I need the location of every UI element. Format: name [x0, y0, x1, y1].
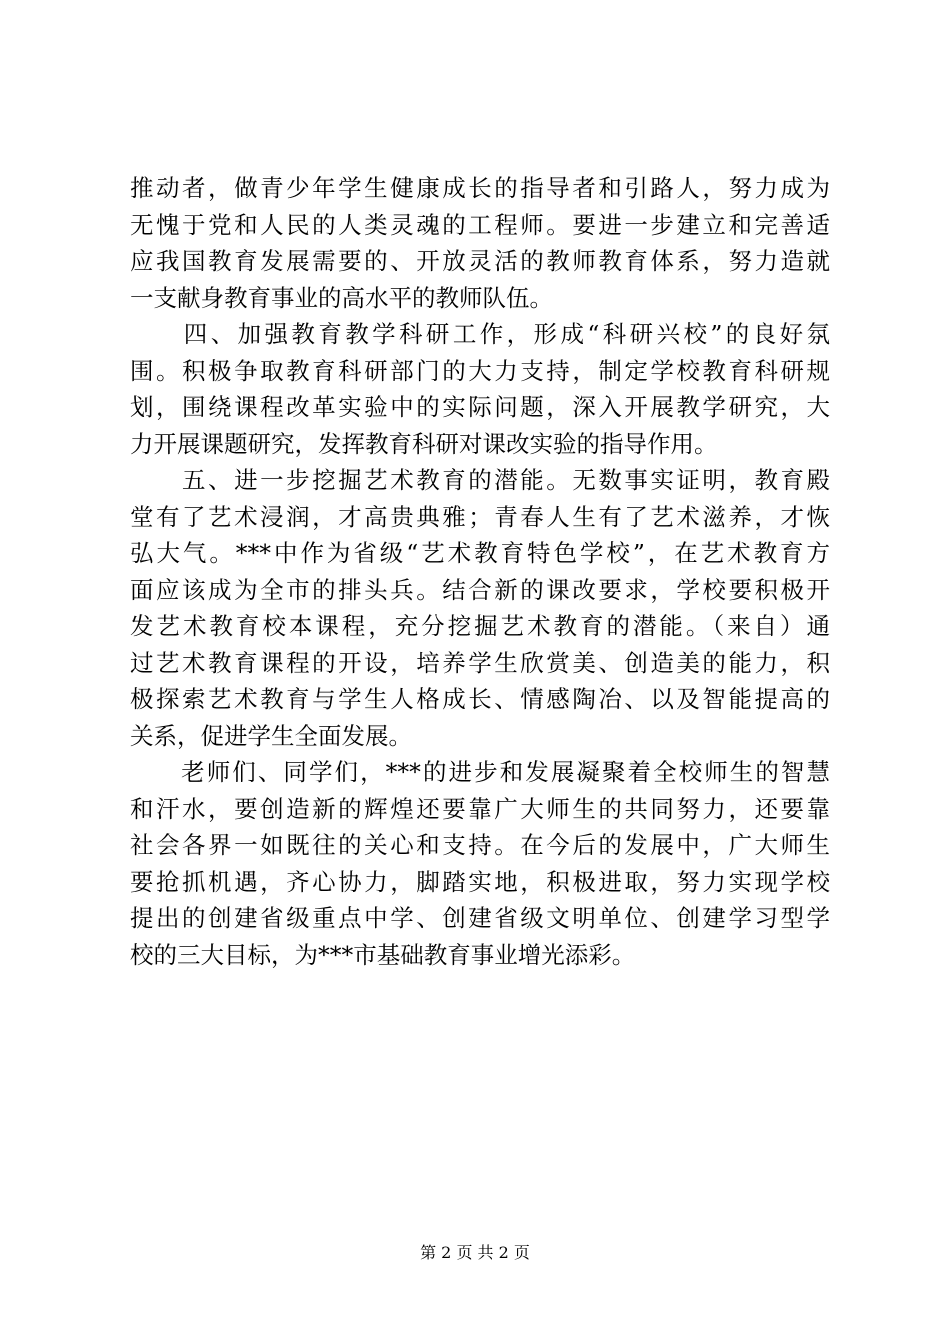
- text-line: 提出的创建省级重点中学、创建省级文明单位、创建学习型学: [130, 904, 830, 932]
- text-line: 和汗水，要创造新的辉煌还要靠广大师生的共同努力，还要靠: [130, 794, 830, 823]
- text-line: 应我国教育发展需要的、开放灵活的教师教育体系，努力造就: [130, 247, 830, 275]
- text-line: 力开展课题研究，发挥教育科研对课改实验的指导作用。: [130, 429, 718, 458]
- text-line: 堂有了艺术浸润，才高贵典雅；青春人生有了艺术滋养，才恢: [130, 502, 830, 531]
- document-body: [130, 170, 830, 973]
- page-number: 第 2 页 共 2 页: [420, 1243, 530, 1262]
- text-line: 老师们、同学们，***的进步和发展凝聚着全校师生的智慧: [130, 758, 830, 786]
- text-line: 极探索艺术教育与学生人格成长、情感陶冶、以及智能提高的: [130, 685, 830, 713]
- text-line: 校的三大目标，为***市基础教育事业增光添彩。: [130, 940, 636, 969]
- text-line: 四、加强教育教学科研工作，形成“科研兴校”的良好氛: [130, 320, 830, 348]
- text-line: 弘大气。***中作为省级“艺术教育特色学校”，在艺术教育方: [130, 539, 830, 567]
- text-line: 面应该成为全市的排头兵。结合新的课改要求，学校要积极开: [130, 575, 830, 604]
- text-line: 一支献身教育事业的高水平的教师队伍。: [130, 283, 553, 312]
- text-line: 划，围绕课程改革实验中的实际问题，深入开展教学研究，大: [130, 393, 830, 421]
- text-line: 推动者，做青少年学生健康成长的指导者和引路人，努力成为: [130, 174, 830, 202]
- text-line: 关系，促进学生全面发展。: [130, 721, 412, 750]
- text-line: 围。积极争取教育科研部门的大力支持，制定学校教育科研规: [130, 356, 830, 385]
- text-line: 要抢抓机遇，齐心协力，脚踏实地，积极进取，努力实现学校: [130, 867, 830, 896]
- text-line: 发艺术教育校本课程，充分挖掘艺术教育的潜能。（来自）通: [130, 612, 830, 640]
- text-line: 无愧于党和人民的人类灵魂的工程师。要进一步建立和完善适: [130, 210, 830, 239]
- text-line: 过艺术教育课程的开设，培养学生欣赏美、创造美的能力，积: [130, 648, 830, 677]
- text-line: 五、进一步挖掘艺术教育的潜能。无数事实证明，教育殿: [130, 466, 830, 494]
- text-line: 社会各界一如既往的关心和支持。在今后的发展中，广大师生: [130, 831, 830, 859]
- page-footer: [0, 1243, 950, 1263]
